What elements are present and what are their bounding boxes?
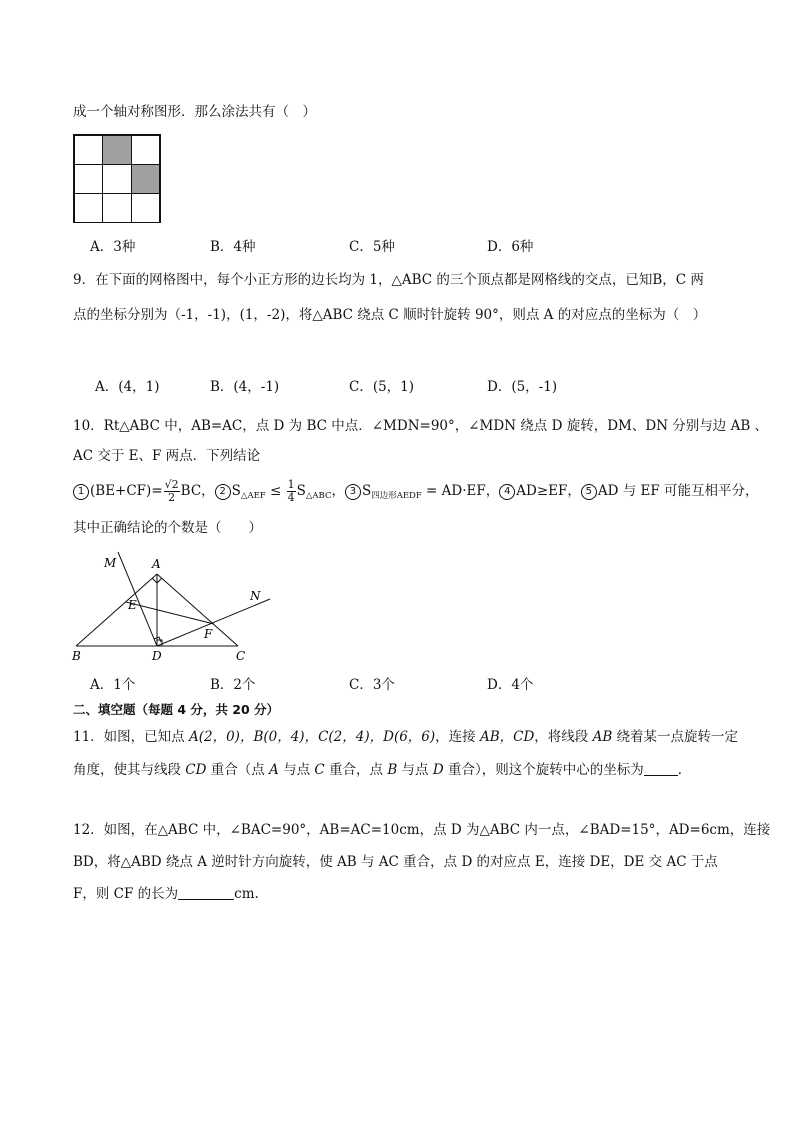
q8-stem: 成一个轴对称图形．那么涂法共有（ ） <box>73 104 316 120</box>
label-f: F <box>204 627 213 641</box>
q8-grid-figure <box>73 134 161 223</box>
label-b: B <box>72 649 81 663</box>
fraction-one-quarter: $\frac{1}{4}$ <box>287 478 295 504</box>
label-a: A <box>152 557 161 571</box>
conclusion-1-mark: 1 <box>73 484 89 500</box>
section-2-heading: 二、填空题（每题 4 分，共 20 分） <box>73 702 280 717</box>
q8-option-a[interactable]: A．3种 <box>90 239 136 255</box>
q12-answer-blank[interactable] <box>178 885 234 900</box>
grid-cell <box>131 164 161 194</box>
q9-option-b[interactable]: B．(4，-1) <box>210 379 280 395</box>
grid-cell <box>74 135 104 165</box>
q9-option-d[interactable]: D．(5，-1) <box>487 379 558 395</box>
q10-stem-line2: AC 交于 E、F 两点．下列结论 <box>73 448 261 464</box>
conclusion-4-mark: 4 <box>499 484 515 500</box>
conclusion-5-mark: 5 <box>581 484 597 500</box>
q12-stem-line3: F，则 CF 的长为 cm. <box>73 886 259 902</box>
conclusion-2-mark: 2 <box>215 484 231 500</box>
grid-cell <box>102 193 132 223</box>
grid-cell <box>102 164 132 194</box>
grid-cell <box>131 135 161 165</box>
q11-stem-line2: 角度，使其与线段 CD 重合（点 A 与点 C 重合，点 B 与点 D 重合），则这个旋转中心的坐标为 ． <box>73 762 692 778</box>
q10-option-c[interactable]: C．3个 <box>349 677 395 693</box>
q10-stem-line1: 10．Rt△ABC 中，AB=AC，点 D 为 BC 中点．∠MDN=90°，∠MDN 绕点 D 旋转，DM、DN 分别与边 AB 、 <box>73 418 769 434</box>
q11-stem-line1: 11．如图，已知点 A(2，0)，B(0，4)，C(2，4)，D(6，6)，连接 AB，CD，将线段 AB 绕着某一点旋转一定 <box>73 729 739 745</box>
grid-cell <box>131 193 161 223</box>
label-c: C <box>236 649 246 663</box>
label-d: D <box>152 649 162 663</box>
grid-cell <box>102 135 132 165</box>
q10-conclusions: 1 (BE+CF)= $\frac{√2}{2}$ BC， 2 $S_{\triangle AEF}$ ≤ $\frac{1}{4}$ $S_{\triangle ABC}$， 3 $S_{四边形AEDF} = AD\cdot EF$， 4 AD≥EF， 5 AD 与 EF 可能互相平分， <box>73 478 759 509</box>
q9-stem-line1: 9．在下面的网格图中，每个小正方形的边长均为 1，△ABC 的三个顶点都是网格线的交点，已知B，C 两 <box>73 272 704 288</box>
q12-stem-line2: BD，将△ABD 绕点 A 逆时针方向旋转，使 AB 与 AC 重合，点 D 的对应点 E，连接 DE，DE 交 AC 于点 <box>73 854 718 870</box>
label-e: E <box>128 598 137 612</box>
q11-answer-blank[interactable] <box>644 761 678 776</box>
label-m: M <box>104 556 117 570</box>
q12-stem-line1: 12．如图，在△ABC 中，∠BAC=90°，AB=AC=10cm，点 D 为△ABC 内一点，∠BAD=15°，AD=6cm，连接 <box>73 822 771 838</box>
q8-option-b[interactable]: B．4种 <box>210 239 256 255</box>
fraction-sqrt2-over-2: $\frac{√2}{2}$ <box>164 478 179 504</box>
q8-option-c[interactable]: C．5种 <box>349 239 395 255</box>
q10-option-b[interactable]: B．2个 <box>210 677 256 693</box>
q9-option-c[interactable]: C．(5，1) <box>349 379 415 395</box>
label-n: N <box>250 589 261 603</box>
q9-option-a[interactable]: A．(4，1) <box>95 379 160 395</box>
q10-option-d[interactable]: D．4个 <box>487 677 534 693</box>
q8-option-d[interactable]: D．6种 <box>487 239 534 255</box>
grid-cell <box>74 164 104 194</box>
q10-option-a[interactable]: A．1个 <box>90 677 136 693</box>
grid-cell <box>74 193 104 223</box>
conclusion-3-mark: 3 <box>345 484 361 500</box>
q10-stem-line4: 其中正确结论的个数是（ ） <box>73 520 262 536</box>
q10-triangle-figure <box>66 550 280 666</box>
q9-stem-line2: 点的坐标分别为（-1，-1)，(1，-2)，将△ABC 绕点 C 顺时针旋转 90°，则点 A 的对应点的坐标为（ ） <box>73 307 707 323</box>
